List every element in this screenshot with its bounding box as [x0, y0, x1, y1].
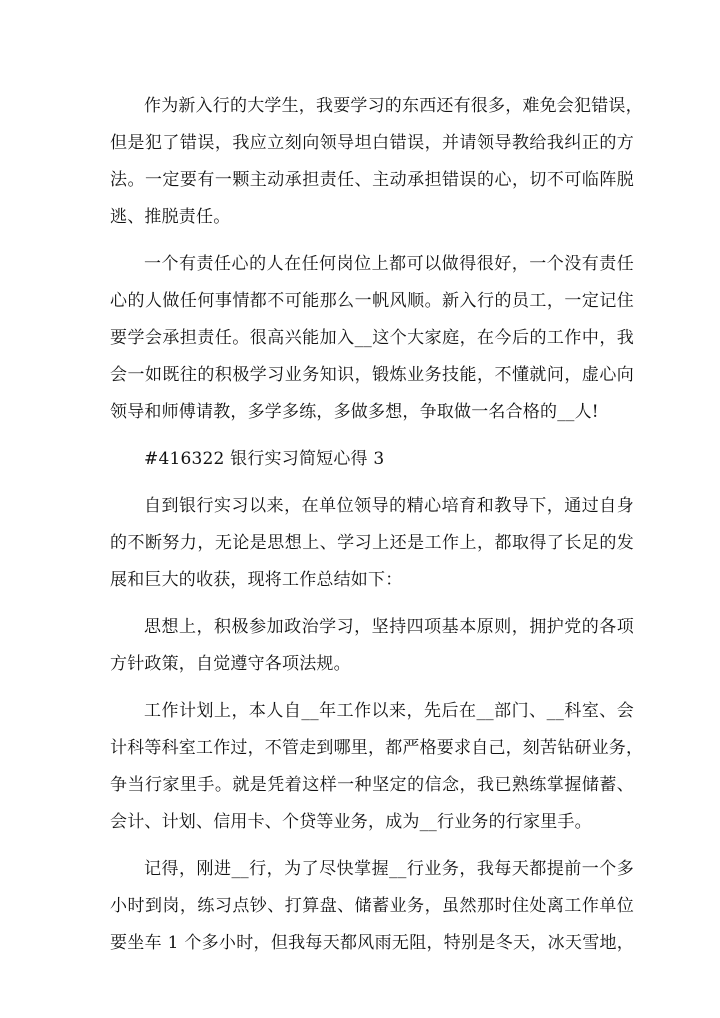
text-line: 展和巨大的收获，现将工作总结如下： [110, 570, 403, 590]
document-body [110, 88, 644, 972]
section-heading [110, 441, 634, 478]
paragraph-1 [110, 88, 643, 236]
text-line: 的不断努力，无论是思想上、学习上还是工作上，都取得了长足的发 [110, 533, 634, 553]
paragraph-5 [110, 693, 644, 841]
text-line: 记得，刚进__行，为了尽快掌握__行业务，我每天都提前一个多 [144, 859, 634, 879]
paragraph-3 [110, 488, 634, 599]
text-line: 要学会承担责任。很高兴能加入__这个大家庭，在今后的工作中，我 [110, 328, 634, 348]
text-line: 要坐车 1 个多小时，但我每天都风雨无阻，特别是冬天，冰天雪地， [110, 933, 634, 953]
text-line: 思想上，积极参加政治学习，坚持四项基本原则，拥护党的各项 [144, 617, 634, 637]
text-line: 一个有责任心的人在任何岗位上都可以做得很好，一个没有责任 [144, 254, 634, 274]
paragraph-4 [110, 609, 634, 683]
text-line: 法。一定要有一颗主动承担责任、主动承担错误的心，切不可临阵脱 [110, 170, 634, 190]
text-line: 工作计划上，本人自__年工作以来，先后在__部门、__科室、会 [144, 701, 634, 721]
text-line: 争当行家里手。就是凭着这样一种坚定的信念，我已熟练掌握储蓄、 [110, 775, 634, 795]
text-line: 计科等科室工作过，不管走到哪里，都严格要求自己，刻苦钻研业务， [110, 738, 644, 758]
paragraph-2 [110, 246, 634, 431]
text-line: 逃、推脱责任。 [110, 207, 231, 227]
text-line: 自到银行实习以来，在单位领导的精心培育和教导下，通过自身 [144, 496, 634, 516]
text-line: 作为新入行的大学生，我要学习的东西还有很多，难免会犯错误， [144, 96, 643, 116]
text-line: 会一如既往的积极学习业务知识，锻炼业务技能，不懂就问，虚心向 [110, 365, 634, 385]
paragraph-6 [110, 851, 634, 962]
text-line: 心的人做任何事情都不可能那么一帆风顺。新入行的员工，一定记住 [110, 291, 634, 311]
text-line: 小时到岗，练习点钞、打算盘、储蓄业务，虽然那时住处离工作单位 [110, 896, 634, 916]
text-line: 方针政策，自觉遵守各项法规。 [110, 654, 351, 674]
text-line: 但是犯了错误，我应立刻向领导坦白错误，并请领导教给我纠正的方 [110, 133, 634, 153]
section-title: #416322 银行实习简短心得 3 [144, 449, 385, 469]
text-line: 会计、计划、信用卡、个贷等业务，成为__行业务的行家里手。 [110, 812, 592, 832]
text-line: 领导和师傅请教，多学多练，多做多想，争取做一名合格的__人! [110, 402, 599, 422]
